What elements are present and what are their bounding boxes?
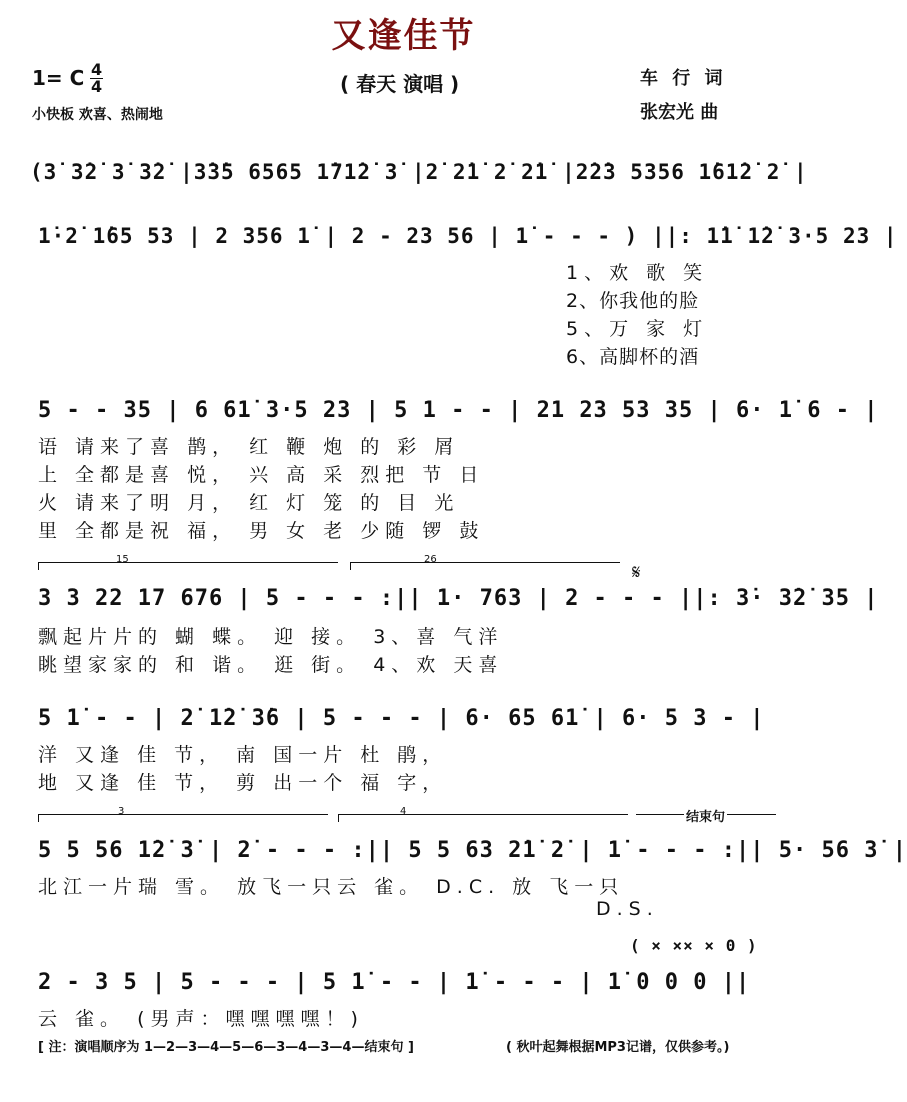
singer-subtitle: ( 春天 演唱 ) [340,72,460,96]
score-row-5: 5 1̇ - - | 2̇ 1̇2̇ 3̇6 | 5 - - - | 6· 65 61̇ | 6· 5 3 - | [38,706,765,731]
lyric-line: 里 全都是祝 福， 男 女 老 少随 锣 鼓 [38,520,485,542]
bracket-tick [38,562,39,570]
volta-bracket-3 [38,814,328,815]
volta-bracket-4 [338,814,628,815]
measure-number-26: 26 [424,554,437,565]
lyric-line: 火 请来了明 月， 红 灯 笼 的 目 光 [38,492,460,514]
ending-label: 结束句 [684,806,727,825]
verse-label-2: 2、你我他的脸 [566,290,700,312]
lyric-line-ds: D.S. [596,898,659,920]
lyric-line: 飘起片片的 蝴 蝶。 迎 接。 3、喜 气洋 [38,626,504,648]
lyric-line: 北江一片瑞 雪。 放飞一只云 雀。 D.C. 放 飞一只 [38,876,625,898]
score-row-6: 5 5 56 1̇2̇ 3̇ | 2̇ - - - :|| 5 5 63 2̇1̇ 2̇ | 1̇ - - - :|| 5· 56 3̇ | [38,838,907,863]
key-signature: 1= C [32,66,85,90]
footnote-order: [ 注：演唱顺序为 1—2—3—4—5—6—3—4—3—4—结束句 ] [38,1040,414,1055]
volta-number-4: 4 [400,806,407,817]
bracket-tick [350,562,351,570]
segno-sign: 𝄋 [632,560,641,584]
lyricist-credit: 车 行 词 [640,68,727,89]
footnote-source: ( 秋叶起舞根据MP3记谱，仅供参考。) [506,1040,730,1055]
shout-rhythm: ( × ×× × 0 ) [630,936,758,955]
score-row-3: 5 - - 35 | 6 61̇ 3·5 23 | 5 1 - - | 21 23 53 35 | 6· 1̇ 6 - | [38,398,879,423]
time-signature-top: 4 [91,60,103,79]
lyric-line: 洋 又逢 佳 节， 南 国一片 杜 鹃， [38,744,448,766]
bracket-tick [338,814,339,822]
song-title: 又逢佳节 [331,16,476,56]
verse-label-1: 1、欢 歌 笑 [566,262,709,284]
lyric-line: 云 雀。 (男声：嘿嘿嘿嘿！) [38,1008,364,1030]
verse-label-3: 5、万 家 灯 [566,318,709,340]
time-signature [90,62,103,95]
verse-label-4: 6、高脚杯的酒 [566,346,700,368]
repeat-bracket-26 [350,562,620,563]
repeat-bracket-15 [38,562,338,563]
composer-credit: 张宏光 曲 [640,102,719,123]
measure-number-15: 15 [116,554,129,565]
lyric-line: 眺望家家的 和 谐。 逛 街。 4、欢 天喜 [38,654,504,676]
lyric-line: 语 请来了喜 鹊， 红 鞭 炮 的 彩 屑 [38,436,460,458]
score-row-4: 3 3 22 17 676 | 5 - - - :|| 1· 763 | 2 - - - ||: 3̇· 3̇2̇ 35 | [38,586,879,611]
lyric-line: 上 全都是喜 悦， 兴 高 采 烈把 节 日 [38,464,485,486]
score-row-7: 2 - 3 5 | 5 - - - | 5 1̇ - - | 1̇ - - - | 1̇ 0 0 0 || [38,970,751,995]
score-row-1: (3̇ 3̇2̇ 3̇ 3̇2̇ |3̇3̇5 6565 1̇71̇2̇ 3̇ |2̇ 2̇1̇ 2̇ 2̇1̇ |2̇2̇3 5356 1̇61̇2̇ 2̇ | [30,160,808,184]
lyric-line: 地 又逢 佳 节， 剪 出一个 福 字， [38,772,448,794]
volta-number-3: 3 [118,806,125,817]
bracket-tick [38,814,39,822]
tempo-marking: 小快板 欢喜、热闹地 [32,107,163,123]
score-row-2: 1̇·2̇ 1̇65 53 | 2 356 1̇ | 2 - 23 56 | 1̇ - - - ) ||: 1̇1̇ 1̇2̇ 3·5 23 | [38,224,898,248]
time-signature-bottom: 4 [91,77,103,96]
